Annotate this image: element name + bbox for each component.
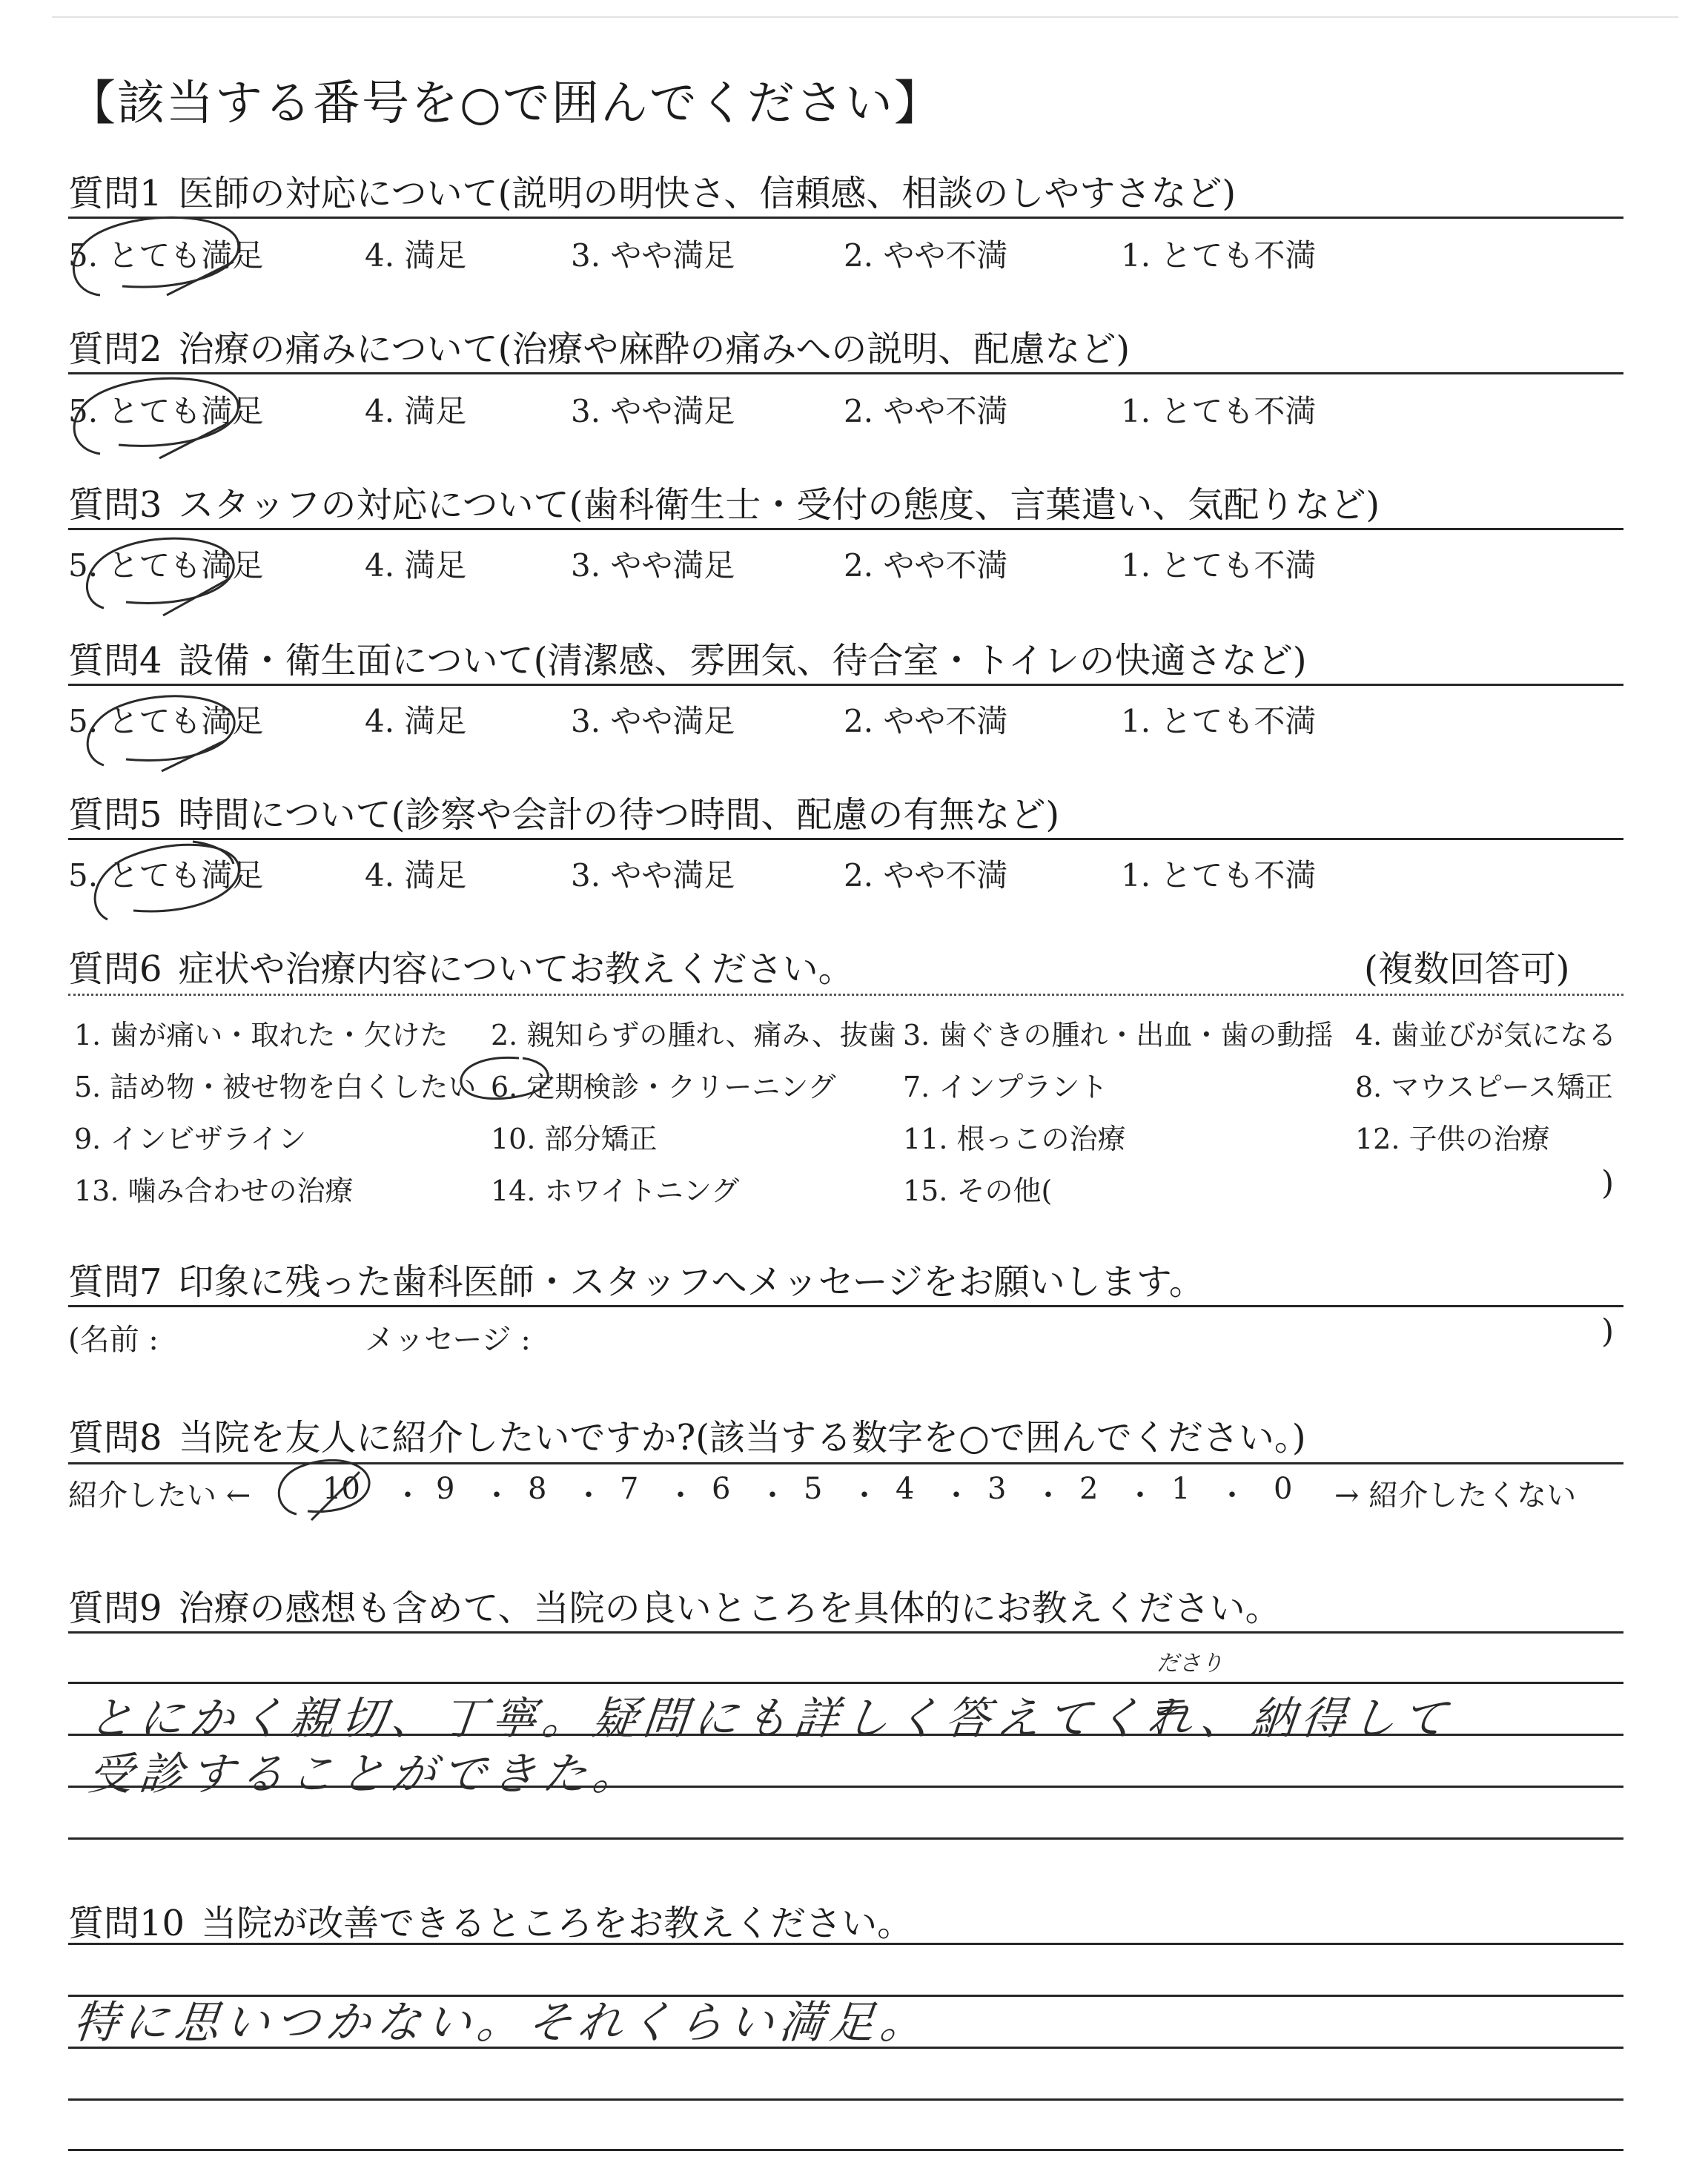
option-5-very-satisfied[interactable]: 5. とても満足 [68,547,264,584]
option-1-very-dissatisfied[interactable]: 1. とても不満 [1121,393,1317,429]
scale-6[interactable]: 6 [712,1472,731,1506]
hand-drawn-circle [452,1049,563,1109]
question-text: 治療の痛みについて(治療や麻酔の痛みへの説明、配慮など) [178,328,1131,370]
symptom-option-2[interactable]: 2. 親知らずの腫れ、痛み、抜歯 [491,1019,896,1051]
dotted-rule [68,994,1623,996]
message-close-paren: ) [1601,1312,1615,1350]
multiple-answers-note: (複数回答可) [1364,948,1570,990]
scale-5[interactable]: 5 [804,1472,823,1506]
scale-separator: ・ [482,1479,512,1513]
option-1-very-dissatisfied[interactable]: 1. とても不満 [1121,237,1317,274]
rule [68,1943,1623,1945]
scale-separator: ・ [758,1479,787,1513]
option-3-somewhat-satisfied[interactable]: 3. やや満足 [571,857,735,894]
option-4-satisfied[interactable]: 4. 満足 [365,547,467,584]
hand-drawn-circle [74,519,252,623]
scale-separator: ・ [393,1479,423,1513]
question-number: 質問5 [68,794,162,836]
rule [68,372,1623,374]
symptom-option-14[interactable]: 14. ホワイトニング [491,1175,740,1207]
recommend-label: 紹介したい ← [68,1479,251,1513]
symptom-option-6[interactable]: 6. 定期検診・クリーニング [491,1071,836,1103]
rule [68,1305,1623,1307]
question-text: 治療の感想も含めて、当院の良いところを具体的にお教えください。 [178,1588,1281,1629]
rule [68,684,1623,686]
option-3-somewhat-satisfied[interactable]: 3. やや満足 [571,547,735,584]
question-6-heading [68,940,854,991]
message-label: メッセージ : [365,1323,531,1357]
question-number: 質問4 [68,640,162,681]
question-8-heading [68,1409,1306,1460]
other-close-paren: ) [1601,1164,1615,1202]
question-number: 質問7 [68,1261,162,1303]
handwritten-insertion: ださり [1156,1651,1223,1677]
scale-1[interactable]: 1 [1171,1472,1191,1506]
option-2-somewhat-dissatisfied[interactable]: 2. やや不満 [844,857,1008,894]
option-1-very-dissatisfied[interactable]: 1. とても不満 [1121,703,1317,739]
scale-separator: ・ [1217,1479,1247,1513]
symptom-option-4[interactable]: 4. 歯並びが気になる [1355,1019,1617,1051]
symptom-option-11[interactable]: 11. 根っこの治療 [903,1123,1126,1155]
option-2-somewhat-dissatisfied[interactable]: 2. やや不満 [844,547,1008,584]
rule [68,528,1623,530]
option-4-satisfied[interactable]: 4. 満足 [365,393,467,429]
option-5-very-satisfied[interactable]: 5. とても満足 [68,857,264,894]
hand-drawn-circle [82,823,259,934]
option-1-very-dissatisfied[interactable]: 1. とても不満 [1121,857,1317,894]
scale-4[interactable]: 4 [896,1472,915,1506]
symptom-option-7[interactable]: 7. インプラント [903,1071,1108,1103]
scale-separator: ・ [1033,1479,1063,1513]
page-title: 【該当する番号を○で囲んでください】 [68,76,943,131]
question-9-heading [68,1579,1281,1631]
option-5-very-satisfied[interactable]: 5. とても満足 [68,237,264,274]
symptom-option-8[interactable]: 8. マウスピース矯正 [1355,1071,1613,1103]
handwritten-improvement-answer: 特に思いつかない。それくらい満足。 [70,1997,934,2049]
rule [68,838,1623,840]
option-3-somewhat-satisfied[interactable]: 3. やや満足 [571,393,735,429]
symptom-option-9[interactable]: 9. インビザライン [74,1123,307,1155]
strikethrough-mark [1156,1698,1186,1719]
symptom-option-15-other[interactable]: 15. その他( [903,1175,1053,1207]
question-number: 質問1 [68,173,162,214]
option-3-somewhat-satisfied[interactable]: 3. やや満足 [571,703,735,739]
handwritten-answer-line-1: とにかく親切、丁寧。疑問にも詳しく答えてくれ、納得して [85,1693,1455,1745]
page-top-edge [52,16,1678,18]
hand-drawn-circle [74,675,252,779]
hand-drawn-circle [267,1446,378,1527]
scale-separator: ・ [666,1479,695,1513]
question-number: 質問9 [68,1588,162,1629]
option-4-satisfied[interactable]: 4. 満足 [365,237,467,274]
not-recommend-label: → 紹介したくない [1334,1479,1577,1513]
name-label: (名前 : [68,1323,159,1357]
symptom-option-3[interactable]: 3. 歯ぐきの腫れ・出血・歯の動揺 [903,1019,1334,1051]
option-2-somewhat-dissatisfied[interactable]: 2. やや不満 [844,703,1008,739]
question-number: 質問8 [68,1417,162,1459]
rule [68,2149,1623,2151]
scale-9[interactable]: 9 [436,1472,455,1506]
question-number: 質問6 [68,948,162,990]
symptom-option-12[interactable]: 12. 子供の治療 [1355,1123,1550,1155]
question-text: 時間について(診察や会計の待つ時間、配慮の有無など) [178,794,1060,836]
symptom-option-13[interactable]: 13. 噛み合わせの治療 [74,1175,354,1207]
option-4-satisfied[interactable]: 4. 満足 [365,703,467,739]
question-text: 印象に残った歯科医師・スタッフへメッセージをお願いします。 [178,1261,1205,1303]
scale-separator: ・ [574,1479,603,1513]
rule [68,1631,1623,1634]
scale-3[interactable]: 3 [987,1472,1007,1506]
option-4-satisfied[interactable]: 4. 満足 [365,857,467,894]
symptom-option-10[interactable]: 10. 部分矯正 [491,1123,658,1155]
hand-drawn-circle [56,356,256,467]
question-text: 当院を友人に紹介したいですか?(該当する数字を○で囲んでください。) [178,1417,1306,1459]
question-number: 質問3 [68,484,162,526]
question-text: 症状や治療内容についてお教えください。 [178,948,854,990]
handwritten-answer-line-2: 受診することができた。 [85,1748,646,1800]
question-text: 設備・衛生面について(清潔感、雰囲気、待合室・トイレの快適さなど) [178,640,1307,681]
question-3-heading [68,476,1380,527]
rule [68,217,1623,219]
question-text: 当院が改善できるところをお教えください。 [201,1903,913,1944]
option-3-somewhat-satisfied[interactable]: 3. やや満足 [571,237,735,274]
scale-separator: ・ [1125,1479,1155,1513]
symptom-option-5[interactable]: 5. 詰め物・被せ物を白くしたい [74,1071,477,1103]
rule [68,2098,1623,2101]
question-10-heading [68,1895,913,1946]
option-2-somewhat-dissatisfied[interactable]: 2. やや不満 [844,393,1008,429]
scale-separator: ・ [850,1479,879,1513]
question-7-heading [68,1253,1205,1304]
scale-2[interactable]: 2 [1079,1472,1099,1506]
hand-drawn-circle [56,199,256,310]
option-2-somewhat-dissatisfied[interactable]: 2. やや不満 [844,237,1008,274]
question-text: 医師の対応について(説明の明快さ、信頼感、相談のしやすさなど) [178,173,1237,214]
question-number: 質問10 [68,1903,185,1944]
rule [68,1837,1623,1840]
scale-0[interactable]: 0 [1274,1472,1293,1506]
scale-10[interactable]: 10 [322,1472,360,1506]
scale-8[interactable]: 8 [528,1472,547,1506]
option-5-very-satisfied[interactable]: 5. とても満足 [68,393,264,429]
question-number: 質問2 [68,328,162,370]
scale-separator: ・ [941,1479,971,1513]
option-1-very-dissatisfied[interactable]: 1. とても不満 [1121,547,1317,584]
question-text: スタッフの対応について(歯科衛生士・受付の態度、言葉遣い、気配りなど) [178,484,1380,526]
symptom-option-1[interactable]: 1. 歯が痛い・取れた・欠けた [74,1019,448,1051]
question-4-heading [68,632,1307,683]
scale-7[interactable]: 7 [620,1472,639,1506]
option-5-very-satisfied[interactable]: 5. とても満足 [68,703,264,739]
